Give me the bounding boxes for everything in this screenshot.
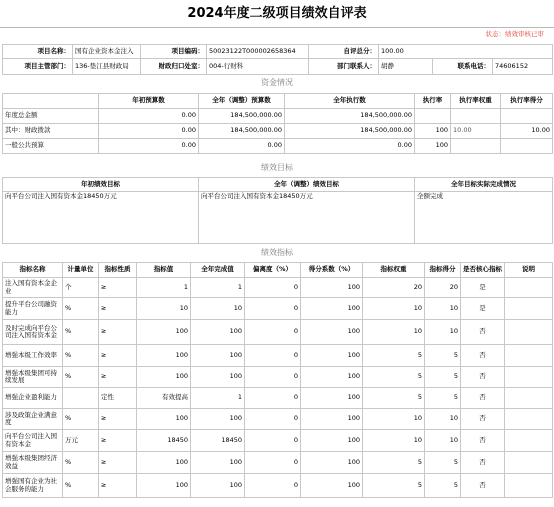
indicator-note [505,388,553,409]
dept: 136-垫江县财政局 [73,59,141,75]
goals-section-title: 绩效目标 [261,163,293,172]
indicator-weight: 10 [363,298,425,320]
goals-table [2,177,553,244]
funds-initial: 0.00 [99,124,199,139]
indicator-nature: ≥ [99,320,137,345]
indicator-core: 否 [461,388,505,409]
indicator-deviation: 0 [245,474,301,498]
funds-header: 全年（调整）预算数 [199,94,285,109]
indicator-note [505,474,553,498]
indicator-note [505,320,553,345]
funds-score [501,109,553,124]
indicator-deviation: 0 [245,409,301,430]
funds-initial: 0.00 [99,109,199,124]
funds-rate: 100 [415,139,451,154]
indicator-value: 18450 [137,430,191,452]
indicator-unit: % [63,345,99,367]
indicator-core: 否 [461,367,505,388]
dept-label: 项目主管部门： [3,59,73,75]
funds-rate: 100 [415,124,451,139]
indicator-weight: 10 [363,320,425,345]
indicator-nature: ≥ [99,367,137,388]
indicator-done: 18450 [191,430,245,452]
indicator-row [3,474,553,498]
indicator-core: 否 [461,430,505,452]
goals-header: 全年（调整）绩效目标 [199,178,415,192]
indicator-header: 说明 [505,263,553,278]
indicators-table [2,262,553,498]
indicator-name: 提升平台公司融资能力 [3,298,63,320]
indicator-coefficient: 100 [301,388,363,409]
indicator-nature: ≥ [99,409,137,430]
indicator-header: 偏离度（%） [245,263,301,278]
funds-section-title: 资金情况 [261,78,293,87]
indicator-core: 是 [461,278,505,298]
funds-weight [451,139,501,154]
indicator-coefficient: 100 [301,367,363,388]
indicator-score: 10 [425,298,461,320]
indicator-header: 全年完成值 [191,263,245,278]
indicator-value: 100 [137,367,191,388]
indicator-score: 5 [425,388,461,409]
funds-row-label: 年度总金额 [3,109,99,124]
indicator-unit: % [63,452,99,474]
indicator-deviation: 0 [245,298,301,320]
indicator-deviation: 0 [245,388,301,409]
indicator-name: 涉及政策企业满意度 [3,409,63,430]
indicator-row [3,278,553,298]
indicator-score: 10 [425,430,461,452]
indicator-name: 增强国有企业为社会服务的能力 [3,474,63,498]
indicator-weight: 5 [363,452,425,474]
indicator-coefficient: 100 [301,430,363,452]
indicator-note [505,409,553,430]
funds-row [3,124,553,139]
self-score: 100.00 [379,45,553,59]
indicator-nature: ≥ [99,452,137,474]
funds-rate [415,109,451,124]
indicator-core: 否 [461,409,505,430]
funds-executed: 184,500,000.00 [285,124,415,139]
project-name: 国有企业资本金注入 [73,45,141,59]
goal-adjusted: 向平台公司注入国有资本金18450万元 [199,192,415,244]
indicator-header: 计量单位 [63,263,99,278]
indicator-name: 增强本级集团可持续发展 [3,367,63,388]
contact: 胡静 [379,59,433,75]
funds-adjusted: 184,500,000.00 [199,124,285,139]
indicator-deviation: 0 [245,452,301,474]
indicator-core: 否 [461,320,505,345]
indicator-coefficient: 100 [301,474,363,498]
indicator-done: 100 [191,345,245,367]
indicator-unit: % [63,474,99,498]
indicator-done: 100 [191,452,245,474]
funds-row-label: 一般公共预算 [3,139,99,154]
indicator-coefficient: 100 [301,298,363,320]
status-label: 状态：绩效审核已审 [485,30,544,38]
indicator-done: 100 [191,367,245,388]
indicator-unit: 个 [63,278,99,298]
indicator-row [3,452,553,474]
indicator-core: 否 [461,474,505,498]
indicator-name: 增强本级集团经济效益 [3,452,63,474]
indicator-weight: 5 [363,474,425,498]
indicator-row [3,298,553,320]
indicator-score: 20 [425,278,461,298]
indicator-note [505,278,553,298]
funds-header: 执行率 [415,94,451,109]
phone: 74606152 [493,59,553,75]
funds-row [3,139,553,154]
indicator-row [3,388,553,409]
indicator-weight: 5 [363,345,425,367]
indicator-name: 向平台公司注入国有资本金 [3,430,63,452]
indicator-name: 增强企业盈利能力 [3,388,63,409]
indicator-unit: % [63,409,99,430]
finance: 004-行财科 [207,59,309,75]
funds-header-blank [3,94,99,109]
funds-score: 10.00 [501,124,553,139]
indicator-score: 5 [425,367,461,388]
indicator-value: 10 [137,298,191,320]
phone-label: 联系电话： [433,59,493,75]
indicator-deviation: 0 [245,345,301,367]
indicator-note [505,367,553,388]
funds-weight: 10.00 [451,124,501,139]
indicator-value: 100 [137,320,191,345]
indicators-section-title: 绩效指标 [261,248,293,257]
indicator-nature: ≥ [99,474,137,498]
page-title: 2024年度二级项目绩效自评表 [0,0,554,28]
indicator-score: 10 [425,320,461,345]
indicator-row [3,320,553,345]
indicator-unit: % [63,320,99,345]
indicator-weight: 5 [363,367,425,388]
funds-weight [451,109,501,124]
indicator-core: 否 [461,345,505,367]
indicator-weight: 20 [363,278,425,298]
indicator-value: 有效提高 [137,388,191,409]
indicator-weight: 5 [363,388,425,409]
funds-executed: 184,500,000.00 [285,109,415,124]
funds-row [3,109,553,124]
funds-header: 执行率得分 [501,94,553,109]
indicator-rows [3,278,553,498]
indicator-header: 指标得分 [425,263,461,278]
indicator-value: 100 [137,474,191,498]
indicator-weight: 10 [363,430,425,452]
indicator-row [3,430,553,452]
indicator-row [3,367,553,388]
indicator-weight: 10 [363,409,425,430]
project-info-table [2,44,553,75]
goal-initial: 向平台公司注入国有资本金18450万元 [3,192,199,244]
indicator-done: 10 [191,298,245,320]
indicator-header: 是否核心指标 [461,263,505,278]
indicator-coefficient: 100 [301,345,363,367]
funds-initial: 0.00 [99,139,199,154]
indicator-header: 得分系数（%） [301,263,363,278]
funds-row-label: 其中：财政拨款 [3,124,99,139]
indicator-deviation: 0 [245,430,301,452]
indicator-value: 100 [137,452,191,474]
indicator-nature: ≥ [99,278,137,298]
indicator-done: 100 [191,409,245,430]
indicator-unit: % [63,298,99,320]
funds-header: 全年执行数 [285,94,415,109]
contact-label: 部门联系人： [309,59,379,75]
indicator-score: 5 [425,345,461,367]
indicator-row [3,345,553,367]
indicator-row [3,409,553,430]
indicator-value: 100 [137,345,191,367]
indicator-coefficient: 100 [301,278,363,298]
funds-adjusted: 184,500,000.00 [199,109,285,124]
indicator-done: 1 [191,278,245,298]
indicator-core: 是 [461,298,505,320]
indicator-deviation: 0 [245,278,301,298]
indicator-name: 注入国有资本金企业 [3,278,63,298]
indicator-score: 10 [425,409,461,430]
indicator-deviation: 0 [245,320,301,345]
indicator-name: 及时完成向平台公司注入国有资本金 [3,320,63,345]
indicator-header: 指标值 [137,263,191,278]
indicator-done: 100 [191,474,245,498]
indicator-note [505,452,553,474]
indicator-deviation: 0 [245,367,301,388]
indicator-coefficient: 100 [301,320,363,345]
project-name-label: 项目名称： [3,45,73,59]
indicator-note [505,430,553,452]
funds-table [2,93,553,154]
indicator-nature: ≥ [99,298,137,320]
funds-header: 执行率权重 [451,94,501,109]
indicator-unit: 万元 [63,430,99,452]
indicator-value: 1 [137,278,191,298]
indicator-header: 指标性质 [99,263,137,278]
funds-header: 年初预算数 [99,94,199,109]
project-code-label: 项目编码： [141,45,207,59]
indicator-value: 100 [137,409,191,430]
finance-label: 财政归口处室： [141,59,207,75]
self-score-label: 自评总分： [309,45,379,59]
indicator-note [505,298,553,320]
indicator-score: 5 [425,474,461,498]
goals-header: 年初绩效目标 [3,178,199,192]
indicator-unit [63,388,99,409]
funds-adjusted: 0.00 [199,139,285,154]
indicator-name: 增强本级工作效率 [3,345,63,367]
project-code: 50023122T000002658364 [207,45,309,59]
indicator-core: 否 [461,452,505,474]
indicator-nature: ≥ [99,345,137,367]
goals-header: 全年目标实际完成情况 [415,178,553,192]
funds-score [501,139,553,154]
indicator-header: 指标名称 [3,263,63,278]
indicator-coefficient: 100 [301,452,363,474]
indicator-done: 1 [191,388,245,409]
indicator-unit: % [63,367,99,388]
indicator-done: 100 [191,320,245,345]
goal-actual: 全额完成 [415,192,553,244]
indicator-note [505,345,553,367]
indicator-nature: ≥ [99,430,137,452]
indicator-nature: 定性 [99,388,137,409]
funds-executed: 0.00 [285,139,415,154]
indicator-header: 指标权重 [363,263,425,278]
indicator-coefficient: 100 [301,409,363,430]
indicator-score: 5 [425,452,461,474]
